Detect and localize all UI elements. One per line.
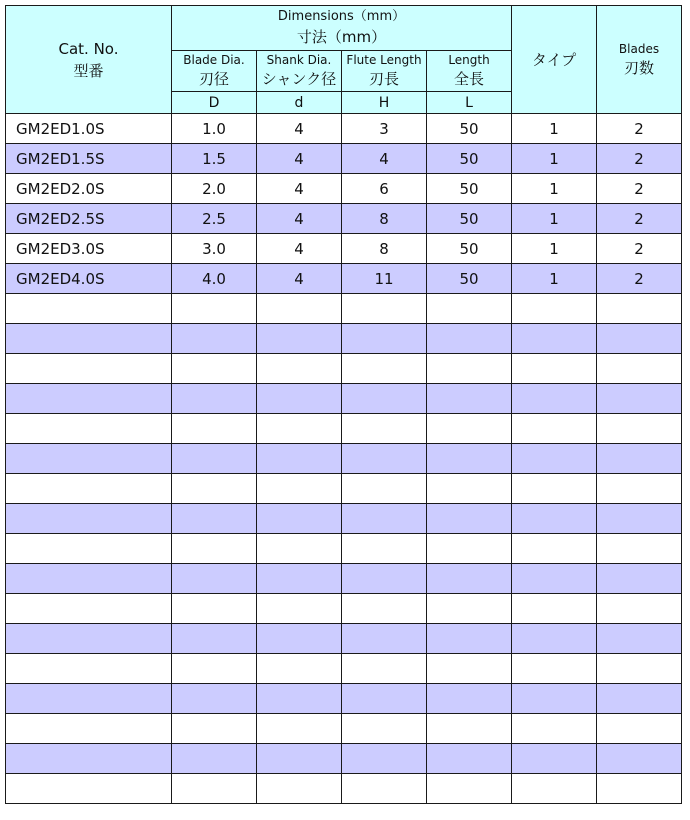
type-cell	[512, 294, 597, 324]
type-cell: 1	[512, 234, 597, 264]
blade-dia-cell	[172, 534, 257, 564]
flute-length-cell	[342, 504, 427, 534]
blade-dia-en: Blade Dia.	[183, 53, 245, 67]
blades-cell	[597, 444, 682, 474]
shank-dia-cell	[257, 294, 342, 324]
flute-length-cell	[342, 654, 427, 684]
cat-no-en: Cat. No.	[58, 39, 119, 58]
blade-dia-cell: 3.0	[172, 234, 257, 264]
blades-cell: 2	[597, 114, 682, 144]
cat-no-cell	[6, 564, 172, 594]
length-cell	[427, 714, 512, 744]
table-row	[6, 234, 682, 264]
length-cell	[427, 474, 512, 504]
blade-dia-jp: 刃径	[198, 70, 229, 88]
cat-no-cell	[6, 504, 172, 534]
shank-dia-cell	[257, 714, 342, 744]
flute-length-cell	[342, 444, 427, 474]
length-cell	[427, 384, 512, 414]
blades-cell	[597, 534, 682, 564]
dimensions-header	[172, 6, 512, 51]
shank-dia-jp: シャンク径	[261, 70, 337, 88]
type-cell	[512, 504, 597, 534]
table-row	[6, 144, 682, 174]
blades-cell	[597, 474, 682, 504]
blade-dia-cell	[172, 294, 257, 324]
table-row	[6, 654, 682, 684]
table-row	[6, 594, 682, 624]
table-row	[6, 744, 682, 774]
blade-dia-cell	[172, 414, 257, 444]
table-row	[6, 384, 682, 414]
blade-dia-cell	[172, 564, 257, 594]
type-cell	[512, 474, 597, 504]
table-row	[6, 624, 682, 654]
blades-cell	[597, 354, 682, 384]
type-cell	[512, 324, 597, 354]
blade-dia-cell	[172, 744, 257, 774]
table-row	[6, 774, 682, 804]
shank-dia-cell	[257, 474, 342, 504]
blades-cell: 2	[597, 174, 682, 204]
cat-no-cell	[6, 444, 172, 474]
blades-cell	[597, 294, 682, 324]
table-row	[6, 684, 682, 714]
flute-length-cell: 8	[342, 204, 427, 234]
shank-dia-cell	[257, 324, 342, 354]
shank-dia-cell	[257, 774, 342, 804]
length-cell: 50	[427, 114, 512, 144]
blades-cell	[597, 594, 682, 624]
blades-cell	[597, 624, 682, 654]
shank-dia-cell: 4	[257, 264, 342, 294]
type-cell: 1	[512, 204, 597, 234]
blade-dia-cell	[172, 714, 257, 744]
blades-cell	[597, 714, 682, 744]
length-cell: 50	[427, 174, 512, 204]
flute-length-cell	[342, 594, 427, 624]
length-cell	[427, 534, 512, 564]
length-cell	[427, 354, 512, 384]
blades-cell: 2	[597, 144, 682, 174]
cat-no-cell	[6, 714, 172, 744]
shank-dia-cell: 4	[257, 144, 342, 174]
type-cell	[512, 414, 597, 444]
table-row	[6, 504, 682, 534]
flute-length-cell: 3	[342, 114, 427, 144]
flute-length-cell	[342, 414, 427, 444]
length-cell	[427, 654, 512, 684]
shank-dia-cell	[257, 384, 342, 414]
blades-en: Blades	[618, 41, 660, 56]
dimensions-jp: 寸法（mm）	[296, 28, 387, 46]
type-cell	[512, 654, 597, 684]
flute-length-cell: 11	[342, 264, 427, 294]
length-cell	[427, 564, 512, 594]
blades-cell	[597, 504, 682, 534]
shank-dia-cell	[257, 594, 342, 624]
type-cell	[512, 564, 597, 594]
shank-dia-cell	[257, 564, 342, 594]
shank-dia-cell	[257, 654, 342, 684]
length-jp: 全長	[454, 70, 485, 88]
length-cell	[427, 504, 512, 534]
shank-dia-cell	[257, 504, 342, 534]
cat-no-cell	[6, 594, 172, 624]
length-cell	[427, 744, 512, 774]
cat-no-cell	[6, 474, 172, 504]
type-cell	[512, 444, 597, 474]
flute-length-en: Flute Length	[346, 53, 422, 67]
flute-length-cell	[342, 714, 427, 744]
type-cell: 1	[512, 144, 597, 174]
length-cell	[427, 294, 512, 324]
type-cell	[512, 354, 597, 384]
length-cell	[427, 774, 512, 804]
blades-jp: 刃数	[624, 58, 655, 77]
length-cell	[427, 414, 512, 444]
header-row-1	[6, 6, 682, 51]
shank-dia-cell	[257, 684, 342, 714]
table-row	[6, 114, 682, 144]
length-cell	[427, 444, 512, 474]
type-cell: 1	[512, 264, 597, 294]
length-cell	[427, 594, 512, 624]
cat-no-cell	[6, 654, 172, 684]
flute-length-cell	[342, 324, 427, 354]
table-row	[6, 204, 682, 234]
blade-dia-cell	[172, 354, 257, 384]
blade-dia-symbol: D	[172, 92, 257, 114]
shank-dia-cell	[257, 354, 342, 384]
shank-dia-en: Shank Dia.	[266, 53, 332, 67]
shank-dia-cell	[257, 744, 342, 774]
flute-length-header	[342, 51, 427, 92]
table-row	[6, 294, 682, 324]
cat-no-cell: GM2ED2.5S	[6, 204, 172, 234]
blade-dia-cell: 2.0	[172, 174, 257, 204]
type-cell	[512, 684, 597, 714]
length-cell	[427, 324, 512, 354]
blades-cell	[597, 654, 682, 684]
length-cell: 50	[427, 144, 512, 174]
blade-dia-cell	[172, 684, 257, 714]
blades-header	[597, 6, 682, 114]
shank-dia-cell	[257, 444, 342, 474]
flute-length-symbol: H	[342, 92, 427, 114]
type-cell: 1	[512, 174, 597, 204]
shank-dia-symbol: d	[257, 92, 342, 114]
dimensions-en: Dimensions（mm）	[277, 9, 406, 24]
blades-cell: 2	[597, 264, 682, 294]
flute-length-cell	[342, 774, 427, 804]
shank-dia-cell: 4	[257, 204, 342, 234]
cat-no-cell: GM2ED1.5S	[6, 144, 172, 174]
table-row	[6, 444, 682, 474]
type-cell	[512, 744, 597, 774]
shank-dia-cell: 4	[257, 234, 342, 264]
blade-dia-cell: 1.5	[172, 144, 257, 174]
type-jp: タイプ	[531, 51, 577, 69]
flute-length-cell: 4	[342, 144, 427, 174]
blades-cell	[597, 744, 682, 774]
table-row	[6, 414, 682, 444]
cat-no-cell: GM2ED1.0S	[6, 114, 172, 144]
blades-cell	[597, 564, 682, 594]
blade-dia-cell	[172, 324, 257, 354]
blades-cell	[597, 774, 682, 804]
shank-dia-cell	[257, 414, 342, 444]
cat-no-cell: GM2ED4.0S	[6, 264, 172, 294]
table-row	[6, 714, 682, 744]
shank-dia-cell	[257, 534, 342, 564]
flute-length-cell	[342, 474, 427, 504]
type-cell	[512, 714, 597, 744]
blades-cell	[597, 384, 682, 414]
length-cell: 50	[427, 234, 512, 264]
type-cell	[512, 384, 597, 414]
flute-length-cell	[342, 624, 427, 654]
spec-table	[5, 5, 682, 804]
cat-no-jp: 型番	[73, 61, 104, 80]
shank-dia-cell: 4	[257, 174, 342, 204]
blade-dia-cell: 1.0	[172, 114, 257, 144]
length-cell: 50	[427, 264, 512, 294]
flute-length-cell	[342, 684, 427, 714]
blade-dia-cell: 2.5	[172, 204, 257, 234]
table-row	[6, 174, 682, 204]
table-row	[6, 354, 682, 384]
type-cell: 1	[512, 114, 597, 144]
flute-length-cell: 8	[342, 234, 427, 264]
length-cell: 50	[427, 204, 512, 234]
shank-dia-cell: 4	[257, 114, 342, 144]
blade-dia-cell	[172, 384, 257, 414]
cat-no-cell: GM2ED3.0S	[6, 234, 172, 264]
type-header	[512, 6, 597, 114]
flute-length-cell	[342, 744, 427, 774]
cat-no-cell	[6, 384, 172, 414]
shank-dia-cell	[257, 624, 342, 654]
flute-length-cell	[342, 384, 427, 414]
blade-dia-cell	[172, 774, 257, 804]
flute-length-cell: 6	[342, 174, 427, 204]
flute-length-jp: 刃長	[368, 70, 399, 88]
blades-cell	[597, 414, 682, 444]
cat-no-cell	[6, 354, 172, 384]
blades-cell: 2	[597, 204, 682, 234]
length-cell	[427, 684, 512, 714]
cat-no-header	[6, 6, 172, 114]
blade-dia-cell	[172, 504, 257, 534]
flute-length-cell	[342, 294, 427, 324]
type-cell	[512, 534, 597, 564]
cat-no-cell: GM2ED2.0S	[6, 174, 172, 204]
blade-dia-cell: 4.0	[172, 264, 257, 294]
length-cell	[427, 624, 512, 654]
cat-no-cell	[6, 774, 172, 804]
blade-dia-cell	[172, 444, 257, 474]
flute-length-cell	[342, 354, 427, 384]
length-symbol: L	[427, 92, 512, 114]
table-row	[6, 564, 682, 594]
cat-no-cell	[6, 684, 172, 714]
blades-cell: 2	[597, 234, 682, 264]
flute-length-cell	[342, 534, 427, 564]
blade-dia-cell	[172, 624, 257, 654]
length-en: Length	[448, 53, 490, 67]
flute-length-cell	[342, 564, 427, 594]
cat-no-cell	[6, 414, 172, 444]
cat-no-cell	[6, 744, 172, 774]
type-cell	[512, 774, 597, 804]
blades-cell	[597, 324, 682, 354]
blade-dia-header	[172, 51, 257, 92]
cat-no-cell	[6, 534, 172, 564]
table-row	[6, 324, 682, 354]
blade-dia-cell	[172, 654, 257, 684]
cat-no-cell	[6, 294, 172, 324]
length-header	[427, 51, 512, 92]
table-row	[6, 534, 682, 564]
type-cell	[512, 624, 597, 654]
blade-dia-cell	[172, 594, 257, 624]
blade-dia-cell	[172, 474, 257, 504]
cat-no-cell	[6, 324, 172, 354]
type-cell	[512, 594, 597, 624]
spec-table-body	[6, 6, 682, 804]
table-row	[6, 264, 682, 294]
cat-no-cell	[6, 624, 172, 654]
shank-dia-header	[257, 51, 342, 92]
blades-cell	[597, 684, 682, 714]
table-row	[6, 474, 682, 504]
